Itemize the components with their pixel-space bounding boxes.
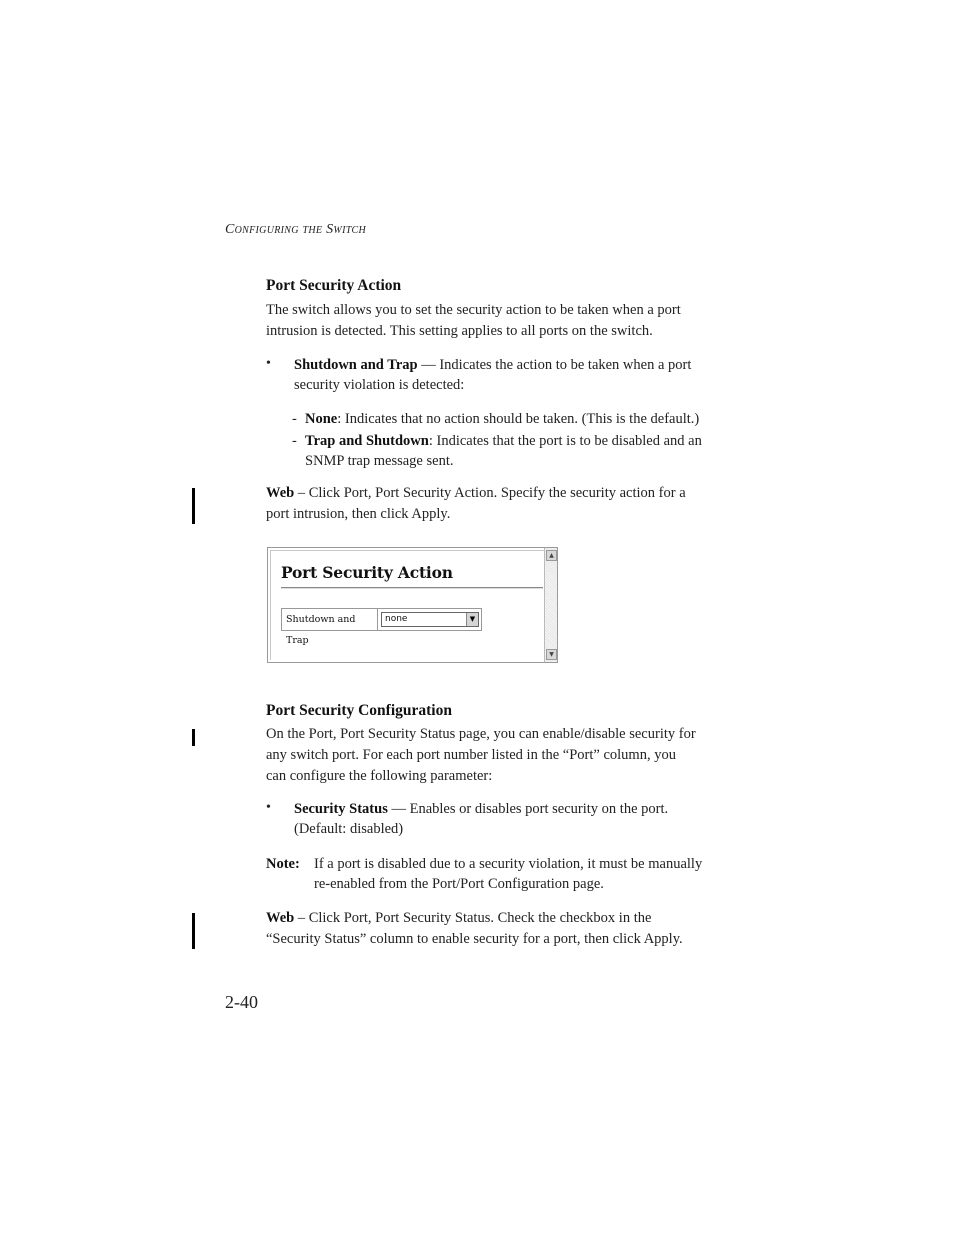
option-term: Trap and Shutdown [305,433,429,449]
bullet-text: — Indicates the action to be taken when a port [417,357,692,373]
chevron-down-icon[interactable]: ▼ [466,613,478,626]
option-none [305,409,735,429]
note-label [266,854,300,874]
text-line: The switch allows you to set the security action to be taken when a port [266,302,681,318]
scroll-up-icon[interactable]: ▲ [546,550,557,561]
note-label-text: Note: [266,856,300,872]
config-web-instructions [266,908,736,950]
bullet-text: (Default: disabled) [294,821,404,837]
action-intro [266,300,721,342]
option-term: None [305,411,338,427]
bullet-security-status [294,799,724,839]
option-text: SNMP trap message sent. [305,453,454,469]
option-dash: - [292,411,297,427]
vertical-scrollbar[interactable] [544,548,557,662]
change-bar [192,913,195,949]
text-line: any switch port. For each port number listed in the “Port” column, you [266,747,676,763]
web-term: Web [266,485,295,501]
option-trap-and-shutdown [305,431,735,471]
web-term: Web [266,910,295,926]
web-text: port intrusion, then click Apply. [266,506,451,522]
port-security-action-screenshot [267,547,558,663]
bullet-shutdown-and-trap [294,355,724,395]
scroll-down-icon[interactable]: ▼ [546,649,557,660]
bullet-term: Shutdown and Trap [294,357,418,373]
web-text: “Security Status” column to enable security for a port, then click Apply. [266,931,683,947]
config-intro [266,724,721,787]
running-head: Configuring the Switch [225,222,367,237]
bullet-text: security violation is detected: [294,377,465,393]
shutdown-and-trap-label: Shutdown and Trap [282,609,378,630]
note-text [314,854,734,894]
bullet-term: Security Status [294,801,388,817]
text-line: re-enabled from the Port/Port Configuration page. [314,876,604,892]
web-text: – Click Port, Port Security Status. Check the checkbox in the [294,910,652,926]
bullet-marker: • [266,356,271,371]
shutdown-and-trap-select[interactable] [381,612,479,627]
screenshot-frame [270,550,544,660]
text-line: can configure the following parameter: [266,768,493,784]
change-bar [192,729,195,746]
option-text: : Indicates that no action should be taken. (This is the default.) [337,411,700,427]
web-text: – Click Port, Port Security Action. Specify the security action for a [294,485,686,501]
text-line: If a port is disabled due to a security violation, it must be manually [314,856,703,872]
page-number: 2-40 [225,992,258,1012]
option-dash: - [292,433,297,449]
section-heading-port-security-action: Port Security Action [266,277,402,294]
section-heading-port-security-configuration: Port Security Configuration [266,702,452,719]
bullet-text: — Enables or disables port security on the port. [387,801,669,817]
change-bar [192,488,195,524]
screenshot-divider [281,587,543,589]
action-web-instructions [266,483,721,525]
text-line: intrusion is detected. This setting applies to all ports on the switch. [266,323,653,339]
select-value: none [385,614,408,624]
bullet-marker: • [266,800,271,815]
screenshot-title: Port Security Action [281,563,453,582]
text-line: On the Port, Port Security Status page, you can enable/disable security for [266,726,696,742]
shutdown-and-trap-row [281,608,482,646]
option-text: : Indicates that the port is to be disabled and an [428,433,702,449]
